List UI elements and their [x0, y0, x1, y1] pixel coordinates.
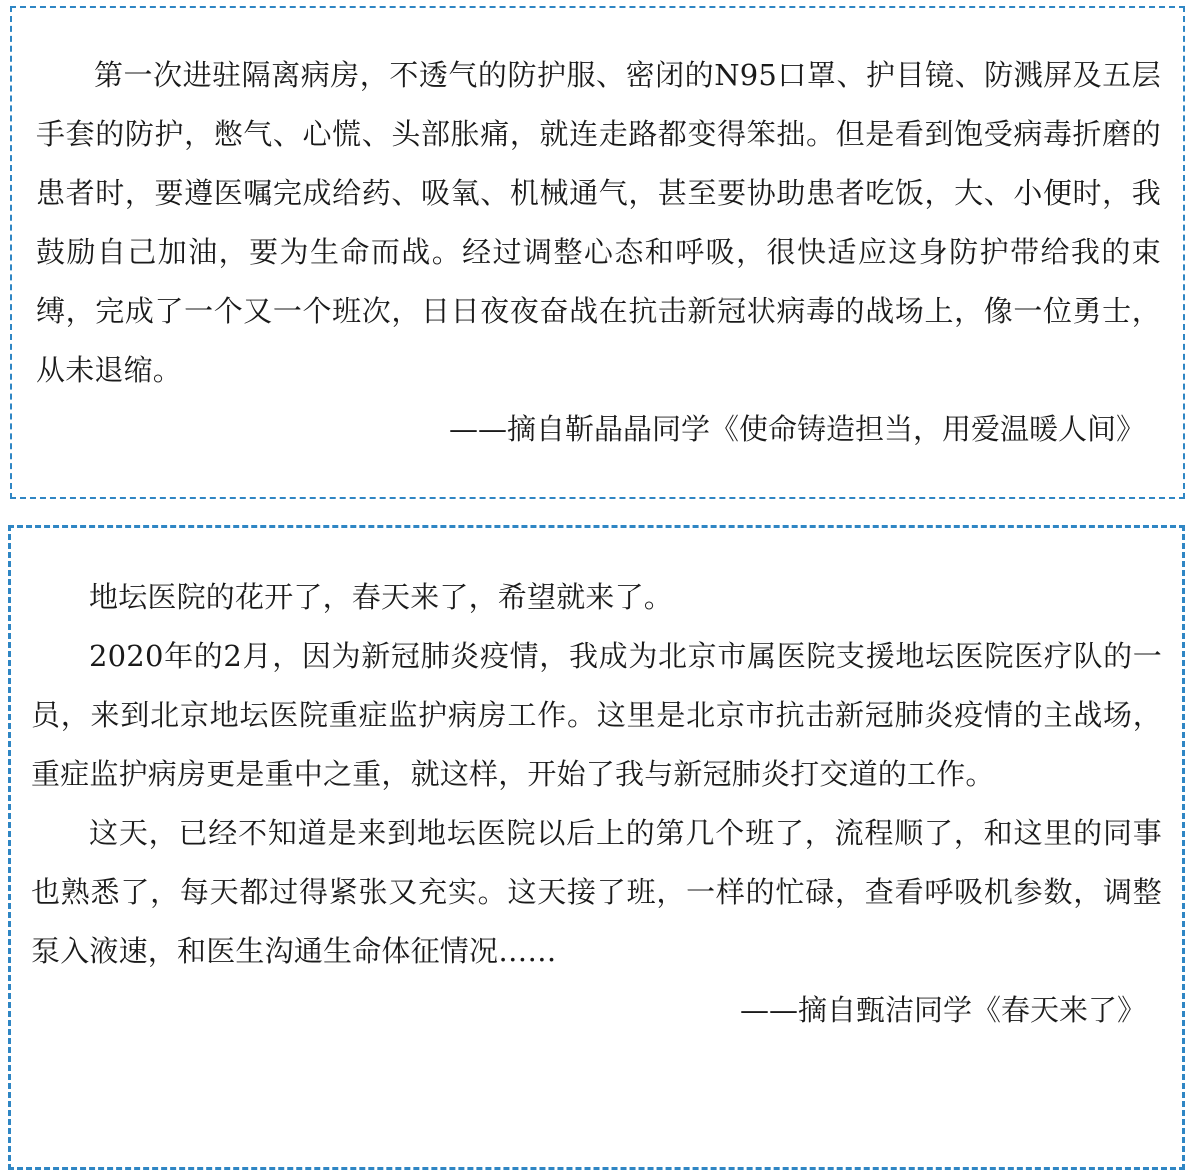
- excerpt-2-paragraph-1: 地坛医院的花开了，春天来了，希望就来了。: [89, 580, 674, 614]
- excerpt-box-2: [8, 525, 1185, 1170]
- excerpt-2-source: ——摘自甄洁同学《春天来了》: [739, 993, 1146, 1027]
- excerpt-1-source: ——摘自靳晶晶同学《使命铸造担当，用爱温暖人间》: [448, 412, 1145, 446]
- excerpt-2-paragraph-3: 这天，已经不知道是来到地坛医院以后上的第几个班了，流程顺了，和这里的同事也熟悉了，每天都过得紧张又充实。这天接了班，一样的忙碌，查看呼吸机参数，调整泵入液速，和医生沟通生命体征情况……: [31, 816, 1162, 968]
- excerpt-box-1: [10, 6, 1185, 499]
- excerpt-1-paragraph: 第一次进驻隔离病房，不透气的防护服、密闭的N95口罩、护目镜、防溅屏及五层手套的防护，憋气、心慌、头部胀痛，就连走路都变得笨拙。但是看到饱受病毒折磨的患者时，要遵医嘱完成给药、吸氧、机械通气，甚至要协助患者吃饭，大、小便时，我鼓励自己加油，要为生命而战。经过调整心态和呼吸，很快适应这身防护带给我的束缚，完成了一个又一个班次，日日夜夜奋战在抗击新冠状病毒的战场上，像一位勇士，从未退缩。: [36, 58, 1161, 387]
- excerpt-2-paragraph-2: 2020年的2月，因为新冠肺炎疫情，我成为北京市属医院支援地坛医院医疗队的一员，来到北京地坛医院重症监护病房工作。这里是北京市抗击新冠肺炎疫情的主战场，重症监护病房更是重中之重，就这样，开始了我与新冠肺炎打交道的工作。: [31, 639, 1162, 791]
